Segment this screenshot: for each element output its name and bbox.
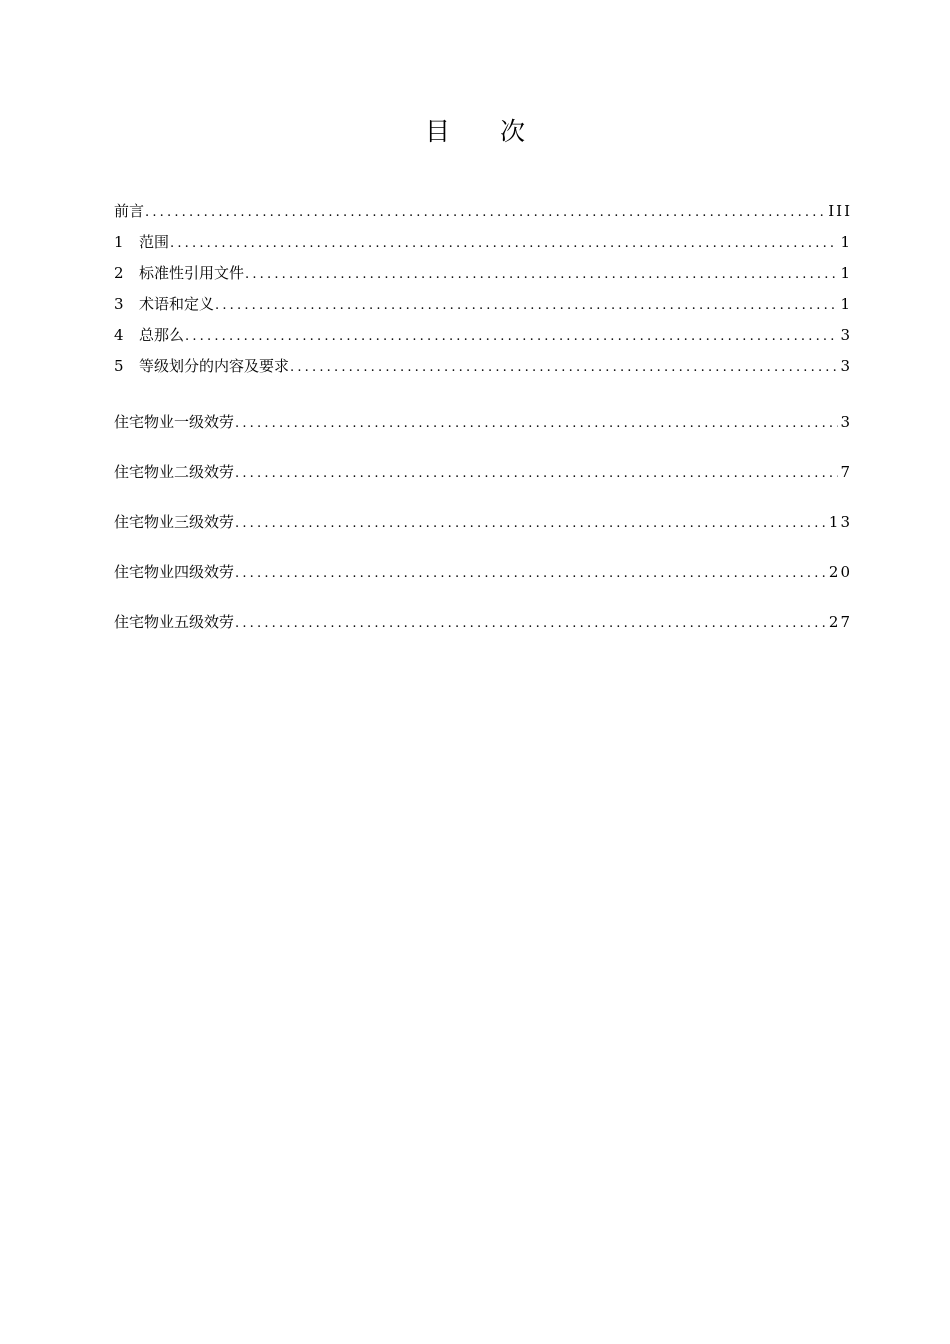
dot-leader	[235, 561, 827, 587]
dot-leader	[235, 461, 838, 487]
toc-entry-page: 1	[840, 233, 852, 251]
toc-entry-label: 住宅物业四级效劳	[114, 563, 235, 581]
toc-entry-foreword[interactable]	[114, 198, 850, 224]
toc-entry-number: 2	[114, 264, 124, 282]
dot-leader	[215, 293, 838, 319]
dot-leader	[235, 411, 838, 437]
dot-leader	[245, 262, 838, 288]
toc-entry-general[interactable]	[114, 322, 850, 348]
toc-title	[0, 112, 950, 148]
toc-entry-page: III	[828, 202, 852, 220]
dot-leader	[170, 231, 838, 257]
toc-entry-normative-references[interactable]	[114, 260, 850, 286]
toc-entry-number: 4	[114, 326, 124, 344]
dot-leader	[235, 611, 827, 637]
toc-entry-level-1-service[interactable]	[114, 409, 850, 435]
toc-entry-label: 总那么	[139, 326, 185, 344]
toc-entry-label: 住宅物业三级效劳	[114, 513, 235, 531]
toc-entry-label: 住宅物业一级效劳	[114, 413, 235, 431]
toc-entry-page: 7	[840, 463, 852, 481]
toc-entry-page: 3	[840, 357, 852, 375]
toc-entry-page: 1	[840, 264, 852, 282]
toc-entry-grading-content[interactable]	[114, 353, 850, 379]
dot-leader	[290, 355, 838, 381]
toc-entry-page: 27	[828, 613, 852, 631]
toc-entry-label: 标准性引用文件	[139, 264, 245, 282]
dot-leader	[145, 200, 826, 226]
toc-entry-terms-definitions[interactable]	[114, 291, 850, 317]
toc-entry-label: 住宅物业二级效劳	[114, 463, 235, 481]
toc-entry-page: 20	[828, 563, 852, 581]
toc-title-char-1: 目	[424, 117, 450, 146]
toc-entry-page: 13	[828, 513, 852, 531]
dot-leader	[185, 324, 838, 350]
toc-entry-level-5-service[interactable]	[114, 609, 850, 635]
toc-entry-level-4-service[interactable]	[114, 559, 850, 585]
toc-entry-page: 1	[840, 295, 852, 313]
toc-entry-level-3-service[interactable]	[114, 509, 850, 535]
toc-title-char-2: 次	[500, 117, 526, 146]
toc-entry-number: 5	[114, 357, 124, 375]
toc-entry-page: 3	[840, 413, 852, 431]
toc-entry-label: 前言	[114, 202, 145, 220]
toc-entry-page: 3	[840, 326, 852, 344]
toc-entry-label: 术语和定义	[139, 295, 215, 313]
toc-entry-label: 住宅物业五级效劳	[114, 613, 235, 631]
dot-leader	[235, 511, 827, 537]
toc-entry-number: 3	[114, 295, 124, 313]
toc-entry-level-2-service[interactable]	[114, 459, 850, 485]
toc-entry-number: 1	[114, 233, 124, 251]
toc-entry-label: 范围	[139, 233, 170, 251]
toc-entry-scope[interactable]	[114, 229, 850, 255]
toc-entry-label: 等级划分的内容及要求	[139, 357, 290, 375]
